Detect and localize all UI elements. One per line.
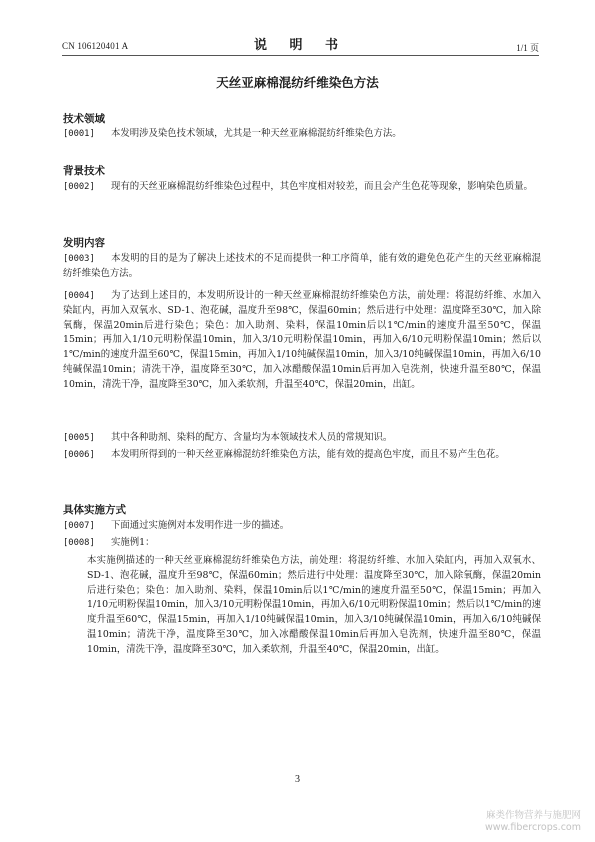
paragraph-0008 — [63, 536, 541, 551]
paragraph-number: [0001] — [63, 129, 95, 139]
paragraph-text: 下面通过实施例对本发明作进一步的描述。 — [111, 520, 290, 531]
paragraph-number: [0002] — [63, 182, 95, 192]
paragraph-0007 — [63, 519, 541, 534]
paragraph-text: 现有的天丝亚麻棉混纺纤维染色过程中，其色牢度相对较差，而且会产生色花等现象，影响染色质量。 — [111, 181, 533, 192]
example-1-body: 本实施例描述的一种天丝亚麻棉混纺纤维染色方法，前处理：将混纺纤维、水加入染缸内，再加入双氧水、SD-1、泡花碱，温度升至98℃，保温60min；然后进行中处理：温度降至30℃，加入除氧酶，保温20min后进行染色；染色：加入助剂、染料，保温10min后以1℃/min的速度升温至50℃，保温15min；再加入1/10元明粉保温10min，加入3/10元明粉保温10min，再加入6/10元明粉保温10min；然后以1℃/min的速度升温至60℃，保温15min，再加入1/10纯碱保温10min，加入3/10纯碱保温10min，再加入6/10纯碱保温10min；清洗干净，温度降至30℃，加入冰醋酸保温10min后再加入皂洗剂，快速升温至80℃，保温10min，清洗干净，温度降至30℃，加入柔软剂，升温至40℃，保温20min，出缸。 — [87, 555, 541, 655]
section-heading-embodiment: 具体实施方式 — [63, 504, 126, 516]
paragraph-text: 本发明的目的是为了解决上述技术的不足而提供一种工序简单，能有效的避免色花产生的天丝亚麻棉混纺纤维染色方法。 — [63, 253, 541, 279]
paragraph-number: [0006] — [63, 450, 95, 460]
paragraph-number: [0003] — [63, 254, 95, 264]
header-rule — [62, 55, 539, 56]
paragraph-text: 实施例1： — [111, 537, 155, 548]
paragraph-text: 为了达到上述目的，本发明所设计的一种天丝亚麻棉混纺纤维染色方法，前处理：将混纺纤维、水加入染缸内，再加入双氧水、SD-1、泡花碱，温度升至98℃，保温60min；然后进行中处理：温度降至30℃，加入除氧酶，保温20min后进行染色；染色：加入助剂、染料，保温10min后以1℃/min的速度升温至50℃，保温15min；再加入1/10元明粉保温10min，加入3/10元明粉保温10min，再加入6/10元明粉保温10min；然后以1℃/min的速度升温至60℃，保温15min，再加入1/10纯碱保温10min，加入3/10纯碱保温10min，再加入6/10纯碱保温10min；清洗干净，温度降至30℃，加入冰醋酸保温10min后再加入皂洗剂，快速升温至80℃，保温10min，清洗干净，温度降至30℃，加入柔软剂，升温至40℃，保温20min，出缸。 — [63, 290, 541, 390]
paragraph-number: [0008] — [63, 538, 95, 548]
paragraph-0004 — [63, 289, 541, 393]
watermark-site-name: 麻类作物营养与施肥网 — [485, 810, 581, 821]
paragraph-number: [0007] — [63, 521, 95, 531]
paragraph-0005 — [63, 431, 541, 446]
paragraph-text: 其中各种助剂、染料的配方、含量均为本领域技术人员的常规知识。 — [111, 432, 393, 443]
document-title: 天丝亚麻棉混纺纤维染色方法 — [216, 75, 379, 90]
paragraph-number: [0004] — [63, 291, 95, 301]
patent-number: CN 106120401 A — [62, 41, 129, 51]
paragraph-0006 — [63, 448, 541, 463]
page-indicator: 1/1 页 — [516, 43, 539, 53]
page-number: 3 — [295, 774, 300, 785]
document-type-label: 说 明 书 — [253, 38, 348, 53]
paragraph-number: [0005] — [63, 433, 95, 443]
paragraph-text: 本发明所得到的一种天丝亚麻棉混纺纤维染色方法，能有效的提高色牢度，而且不易产生色花。 — [111, 449, 505, 460]
section-heading-tech-field: 技术领域 — [63, 113, 105, 125]
section-heading-summary: 发明内容 — [63, 237, 105, 249]
page-header — [62, 30, 539, 60]
watermark-url: www.fibercrops.com — [484, 822, 581, 833]
paragraph-0001 — [63, 127, 541, 142]
paragraph-0002 — [63, 180, 541, 195]
paragraph-0003 — [63, 252, 541, 282]
paragraph-text: 本发明涉及染色技术领域，尤其是一种天丝亚麻棉混纺纤维染色方法。 — [111, 128, 402, 139]
site-watermark — [485, 810, 581, 834]
section-heading-background: 背景技术 — [63, 165, 105, 177]
